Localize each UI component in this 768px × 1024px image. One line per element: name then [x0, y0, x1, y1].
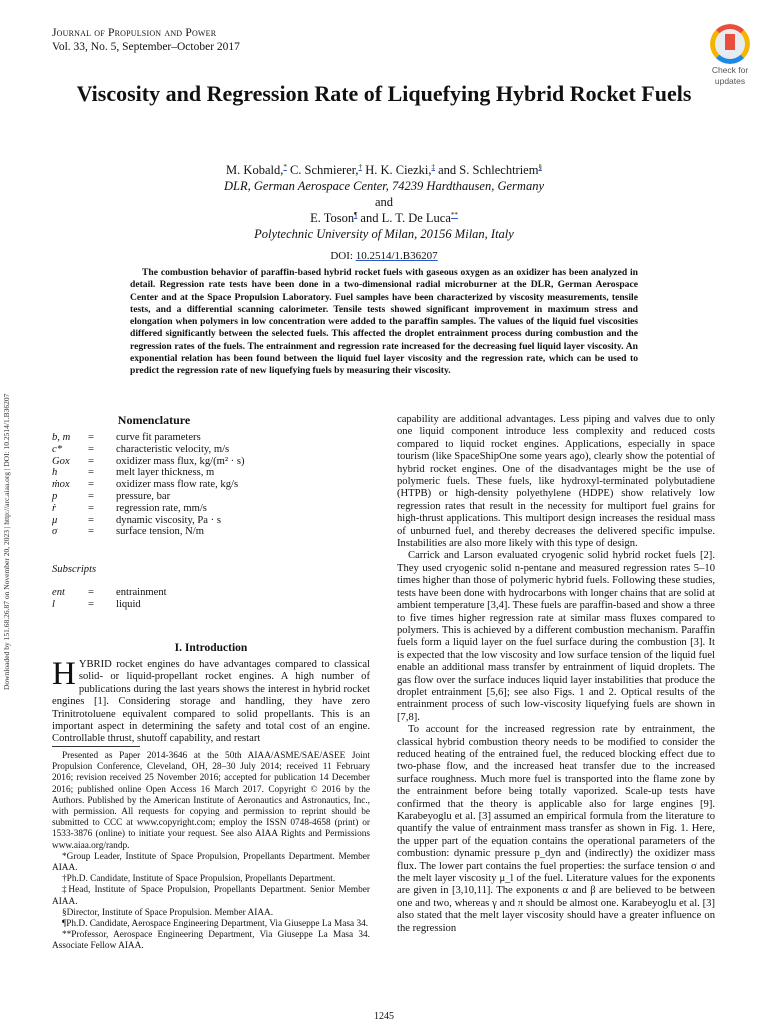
definition: melt layer thickness, m — [116, 467, 215, 479]
and-word: and — [374, 195, 394, 209]
footnote: †Ph.D. Candidate, Institute of Space Propulsion, Propellants Department. — [62, 874, 336, 885]
nomenclature-row — [52, 467, 245, 479]
check-updates-icon — [710, 24, 750, 64]
footnote-mark[interactable]: ** — [450, 210, 458, 219]
download-sidebar: Downloaded by 151.68.26.87 on November 20, 2023 | http://arc.aiaa.org | DOI: 10.2514/1.B36207 — [2, 393, 11, 690]
journal-header — [52, 26, 240, 54]
paragraph: Carrick and Larson evaluated cryogenic solid hybrid rocket fuels [2]. They used cryogenic solid n-pentane and measured regression rates 5–10 times higher than those of polymeric hybrid fuels. Following these studies, tests have been done with hydrocarbons with longer chains that are solid at ambient temperature [3,4]. These fuels are paraffin-based and show a three to five times higher regression rate at similar mass fluxes compared to polymers. This is achieved by a different combustion mechanism. Paraffin fuels form a liquid layer on the fuel surface during the combustion [3]. It is expected that the low viscosity and low surface tension of the liquid fuel enable an additional mass transfer by entrainment of liquid droplets. The gas flow over the surface induces liquid layer instabilities that produce the droplet entrainment [5,6]; see also Figs. 1 and 2. Optical results of the entrainment process of such low-viscosity liquefying fuels are shown in [7,8]. — [397, 550, 715, 723]
definition: dynamic viscosity, Pa · s — [116, 514, 221, 526]
subscripts-list — [52, 587, 370, 611]
footnote: Presented as Paper 2014-3646 at the 50th AIAA/ASME/SAE/ASEE Joint Propulsion Conference, Cleveland, OH, 28–30 July 2014; received 11 February 2016; revision received 25 November 2016; accepted for publication 14 December 2016; published online Open Access 16 March 2017. Copyright © 2016 by the Authors. Published by the American Institute of Aeronautics and Astronautics, Inc., with permission. All requests for copying and permission to reprint should be submitted to CCC at www.copyright.com; employ the ISSN 0748-4658 (print) or 1533-3876 (online) to initiate your request. See also AIAA Rights and Permissions www.aiaa.org/randp. — [52, 751, 370, 851]
footnote: **Professor, Aerospace Engineering Department, Via Giuseppe La Masa 34. Associate Fellow AIAA. — [52, 930, 370, 952]
equals-sign: = — [88, 502, 94, 514]
footnote: *Group Leader, Institute of Space Propulsion, Propellants Department. Member AIAA. — [52, 851, 370, 874]
nomenclature-heading: Nomenclature — [117, 413, 191, 427]
equals-sign: = — [88, 479, 94, 491]
nomenclature-row — [52, 587, 167, 599]
footnotes — [52, 751, 370, 953]
nomenclature-row — [52, 599, 167, 611]
definition: curve fit parameters — [116, 432, 201, 443]
paragraph: To account for the increased regression rate by entrainment, the classical hybrid combustion theory needs to be modified to consider the reduced heating of the entrained fuel, the reduced blocking effect due to two-phase flow, and the increased heat transfer due to the increased surface roughness. Much more fuel is transported into the flame zone by the entrainment before being totally vaporized. Scale-up tests have confirmed that the theory is applicable also for large engines [9]. Karabeyoglu et al. [3] assumed an empirical formula from the literature to quantify the value of entrainment mass transfer as shown in Fig. 1. Here, the upper part of the equation contains the operational parameters of the combustion: dynamic pressure p_dyn and (indirectly) the oxidizer mass flux. The lower part contains the fuel properties: the surface tension σ and the melt layer viscosity μ_l of the fuel. Literature values for the exponents are given in [3,10,11]. The exponents α and β are believed to be between one and two, whereas γ and π should be almost one. Karabeyoglu et al. [3] also stated that the melt layer viscosity should have a greater influence on the regression — [397, 724, 715, 934]
introduction-heading: I. Introduction — [174, 642, 248, 654]
footnote-mark[interactable]: § — [538, 162, 542, 171]
symbol: h — [52, 467, 58, 479]
nomenclature-row — [52, 479, 245, 491]
equals-sign: = — [88, 490, 94, 502]
nomenclature-row — [52, 432, 245, 444]
equals-sign: = — [88, 587, 94, 598]
badge-label-1: Check for — [711, 65, 749, 75]
definition: oxidizer mass flux, kg/(m² · s) — [116, 455, 245, 467]
subscripts-heading: Subscripts — [52, 564, 97, 575]
nomenclature-row — [52, 526, 245, 538]
symbol: b, m — [52, 432, 71, 443]
definition: oxidizer mass flow rate, kg/s — [116, 479, 239, 491]
symbol: ṙ — [52, 502, 57, 514]
nomenclature-row — [52, 503, 245, 515]
symbol: c* — [52, 443, 62, 455]
footnote: ¶Ph.D. Candidate, Aerospace Engineering Department, Via Giuseppe La Masa 34. — [62, 919, 369, 930]
affiliation-1: DLR, German Aerospace Center, 74239 Hardthausen, Germany — [224, 179, 544, 193]
paragraph: capability are additional advantages. Less piping and valves due to only one liquid component introduce less complexity and reduced costs compared to liquid rocket engines. Applications, especially in space tourism (like SpaceShipOne some years ago), clearly show the potential of hybrid rocket engines. One of the disadvantages might be the use of polymeric fuels. These fuels, like hydroxyl-terminated polybutadiene (HTPB) or high-density polyethylene (HDPE) show relatively low regression rates that result in the necessity for multiport fuel grains for high-thrust applications. This multiport design increases the residual mass of unburned fuel, and thereby decreases the delivered specific impulse. Instabilities are also more likely with this type of design. — [397, 414, 715, 550]
symbol: μ — [52, 514, 58, 526]
nomenclature-row — [52, 491, 245, 503]
definition: characteristic velocity, m/s — [116, 443, 230, 455]
nomenclature-row — [52, 444, 245, 456]
footnote-rule — [52, 746, 140, 747]
equals-sign: = — [88, 443, 94, 455]
footnote: §Director, Institute of Space Propulsion. Member AIAA. — [62, 907, 274, 918]
authors-line-2: E. Toson¶ and L. T. De Luca** — [310, 210, 458, 225]
symbol: l — [52, 598, 55, 610]
symbol: ṁox — [52, 479, 70, 491]
definition: pressure, bar — [116, 490, 171, 502]
authors-line-1: M. Kobald,* C. Schmierer,† H. K. Ciezki,‡ and S. Schlechtriem§ — [226, 162, 542, 177]
affiliation-2: Polytechnic University of Milan, 20156 Milan, Italy — [254, 227, 514, 241]
equals-sign: = — [88, 432, 94, 443]
equals-sign: = — [88, 467, 94, 479]
right-column — [397, 414, 715, 935]
footnote: ‡Head, Institute of Space Propulsion, Propellants Department. Senior Member AIAA. — [52, 885, 370, 907]
footnote-mark[interactable]: † — [358, 162, 363, 171]
journal-issue: Vol. 33, No. 5, September–October 2017 — [52, 41, 240, 53]
definition: surface tension, N/m — [116, 526, 204, 538]
page-number: 1245 — [374, 1011, 394, 1022]
footnote-mark[interactable]: ¶ — [354, 210, 358, 219]
footnote-mark[interactable]: * — [283, 162, 287, 171]
definition: regression rate, mm/s — [116, 502, 207, 514]
nomenclature-list — [52, 432, 370, 538]
equals-sign: = — [88, 526, 94, 538]
journal-name: Journal of Propulsion and Power — [52, 27, 217, 39]
footnote-mark[interactable]: ‡ — [431, 162, 435, 171]
equals-sign: = — [88, 455, 94, 467]
definition: liquid — [116, 598, 141, 610]
drop-cap: H — [52, 656, 76, 692]
paper-title: Viscosity and Regression Rate of Liquefying Hybrid Rocket Fuels — [76, 81, 692, 106]
definition: entrainment — [116, 587, 167, 598]
doi-link[interactable]: 10.2514/1.B36207 — [355, 250, 438, 262]
badge-label-2: updates — [714, 76, 746, 86]
abstract: The combustion behavior of paraffin-based hybrid rocket fuels with gaseous oxygen as an oxidizer has been analyzed in detail. Regression rate tests have been done in a two-dimensional radial microburner at the DLR, German Aerospace Center and at the Space Propulsion Laboratory. Fuel samples have been characterized by viscosity measurements, tensile tests, and a differential scanning calorimeter. Tensile tests showed significant improvement in maximum stress and elongation when polymers in low concentration were added to the paraffin samples. The values of the liquid fuel viscosities differed significantly between the selected fuels. This affected the droplet entrainment process during combustion and the regression rates of the fuels. The entrainment and regression rate increased for the decreasing fuel liquid layer viscosity. An exponential relation has been found between the liquid fuel layer viscosity and the regression rate, which can be used to predict the regression rate of new liquefying fuels by measuring their viscosity. — [130, 267, 638, 377]
equals-sign: = — [88, 514, 94, 526]
equals-sign: = — [88, 598, 94, 610]
symbol: ent — [52, 587, 65, 598]
symbol: p — [52, 490, 58, 502]
nomenclature-row — [52, 456, 245, 468]
symbol: Gox — [52, 455, 70, 467]
doi-line: DOI: 10.2514/1.B36207 — [330, 250, 438, 262]
check-for-updates-badge[interactable] — [704, 24, 756, 86]
nomenclature-row — [52, 515, 245, 527]
symbol: σ — [52, 526, 58, 538]
introduction-text: HYBRID rocket engines do have advantages compared to classical solid- or liquid-propellant rocket engines. A high number of publications during the last years shows the interest in hybrid rocket engines [1]. Considering storage and handling, they have zero Trinitrotoluene equivalent compared to solid propellants. This is an important aspect in determining the safety and total cost of an engine. Controllable thrust, shutoff capability, and restart — [52, 656, 370, 745]
